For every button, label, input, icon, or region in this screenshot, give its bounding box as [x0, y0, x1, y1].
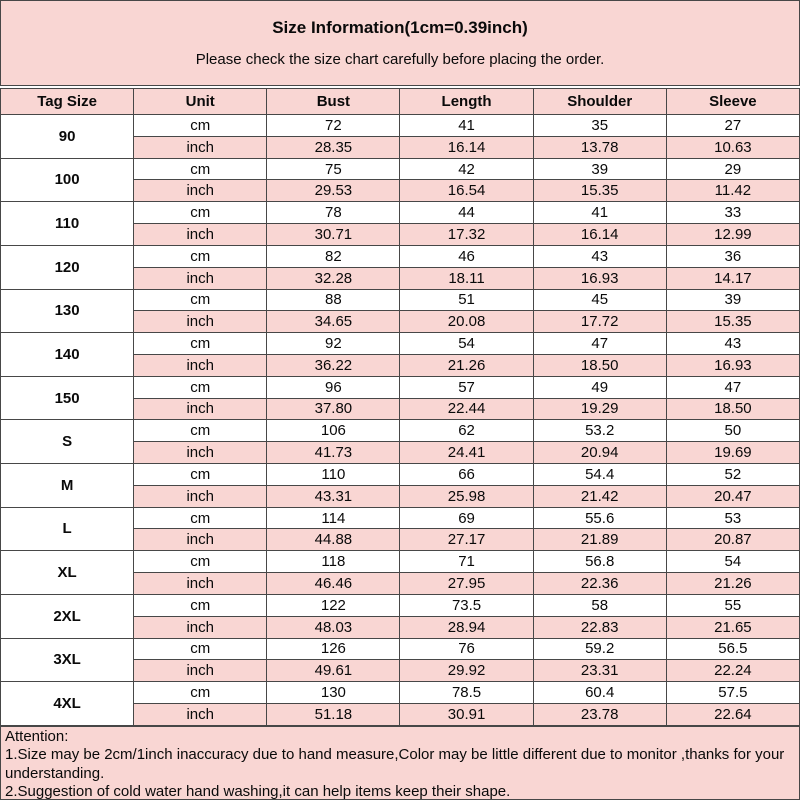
unit-cell-inch: inch [134, 398, 267, 420]
measurement-cell-inch: 18.50 [666, 398, 799, 420]
measurement-cell-inch: 24.41 [400, 442, 533, 464]
measurement-cell-inch: 29.53 [267, 180, 400, 202]
measurement-cell-inch: 32.28 [267, 267, 400, 289]
measurement-cell-inch: 22.24 [666, 660, 799, 682]
measurement-cell-cm: 29 [666, 158, 799, 180]
tag-size-cell: L [1, 507, 134, 551]
measurement-cell-inch: 21.42 [533, 485, 666, 507]
col-header-shoulder: Shoulder [533, 89, 666, 115]
measurement-cell-cm: 56.5 [666, 638, 799, 660]
measurement-cell-inch: 10.63 [666, 136, 799, 158]
measurement-cell-cm: 122 [267, 594, 400, 616]
unit-cell-cm: cm [134, 638, 267, 660]
size-row-cm [1, 289, 800, 311]
measurement-cell-cm: 69 [400, 507, 533, 529]
measurement-cell-inch: 22.64 [666, 703, 799, 725]
measurement-cell-cm: 47 [666, 376, 799, 398]
measurement-cell-inch: 20.47 [666, 485, 799, 507]
measurement-cell-cm: 96 [267, 376, 400, 398]
measurement-cell-cm: 82 [267, 245, 400, 267]
col-header-bust: Bust [267, 89, 400, 115]
measurement-cell-inch: 36.22 [267, 354, 400, 376]
unit-cell-cm: cm [134, 551, 267, 573]
size-row-cm [1, 333, 800, 355]
size-row-cm [1, 464, 800, 486]
size-row-cm [1, 638, 800, 660]
unit-cell-cm: cm [134, 158, 267, 180]
measurement-cell-inch: 49.61 [267, 660, 400, 682]
unit-cell-inch: inch [134, 180, 267, 202]
unit-cell-inch: inch [134, 573, 267, 595]
tag-size-cell: 150 [1, 376, 134, 420]
measurement-cell-cm: 50 [666, 420, 799, 442]
unit-cell-cm: cm [134, 420, 267, 442]
attention-line-1: 1.Size may be 2cm/1inch inaccuracy due to hand measure,Color may be little different due to monitor ,thanks for your understanding. [5, 746, 785, 782]
tag-size-cell: 2XL [1, 594, 134, 638]
measurement-cell-cm: 36 [666, 245, 799, 267]
size-row-cm [1, 202, 800, 224]
measurement-cell-inch: 46.46 [267, 573, 400, 595]
measurement-cell-cm: 39 [666, 289, 799, 311]
unit-cell-cm: cm [134, 376, 267, 398]
measurement-cell-cm: 62 [400, 420, 533, 442]
measurement-cell-cm: 53 [666, 507, 799, 529]
tag-size-cell: 140 [1, 333, 134, 377]
measurement-cell-inch: 21.26 [400, 354, 533, 376]
col-header-length: Length [400, 89, 533, 115]
measurement-cell-inch: 17.72 [533, 311, 666, 333]
measurement-cell-cm: 44 [400, 202, 533, 224]
measurement-cell-cm: 51 [400, 289, 533, 311]
measurement-cell-inch: 22.36 [533, 573, 666, 595]
measurement-cell-inch: 22.44 [400, 398, 533, 420]
unit-cell-inch: inch [134, 224, 267, 246]
unit-cell-cm: cm [134, 682, 267, 704]
tag-size-cell: 120 [1, 245, 134, 289]
measurement-cell-cm: 49 [533, 376, 666, 398]
measurement-cell-inch: 48.03 [267, 616, 400, 638]
unit-cell-cm: cm [134, 115, 267, 137]
unit-cell-cm: cm [134, 289, 267, 311]
measurement-cell-cm: 92 [267, 333, 400, 355]
tag-size-cell: 110 [1, 202, 134, 246]
measurement-cell-inch: 16.54 [400, 180, 533, 202]
unit-cell-inch: inch [134, 267, 267, 289]
measurement-cell-inch: 16.93 [666, 354, 799, 376]
size-table [0, 88, 800, 726]
measurement-cell-cm: 88 [267, 289, 400, 311]
measurement-cell-cm: 110 [267, 464, 400, 486]
measurement-cell-cm: 76 [400, 638, 533, 660]
size-row-cm [1, 115, 800, 137]
measurement-cell-cm: 73.5 [400, 594, 533, 616]
measurement-cell-cm: 130 [267, 682, 400, 704]
unit-cell-inch: inch [134, 529, 267, 551]
measurement-cell-cm: 57 [400, 376, 533, 398]
unit-cell-inch: inch [134, 354, 267, 376]
measurement-cell-cm: 55 [666, 594, 799, 616]
measurement-cell-cm: 71 [400, 551, 533, 573]
unit-cell-cm: cm [134, 464, 267, 486]
size-row-cm [1, 551, 800, 573]
measurement-cell-cm: 33 [666, 202, 799, 224]
measurement-cell-inch: 23.31 [533, 660, 666, 682]
measurement-cell-inch: 18.11 [400, 267, 533, 289]
measurement-cell-inch: 37.80 [267, 398, 400, 420]
measurement-cell-cm: 54 [400, 333, 533, 355]
measurement-cell-cm: 54 [666, 551, 799, 573]
tag-size-cell: 100 [1, 158, 134, 202]
measurement-cell-cm: 118 [267, 551, 400, 573]
measurement-cell-cm: 46 [400, 245, 533, 267]
measurement-cell-inch: 34.65 [267, 311, 400, 333]
measurement-cell-cm: 41 [533, 202, 666, 224]
title-block [0, 0, 800, 86]
measurement-cell-inch: 41.73 [267, 442, 400, 464]
attention-line-2: 2.Suggestion of cold water hand washing,it can help items keep their shape. [5, 783, 511, 800]
size-row-cm [1, 376, 800, 398]
tag-size-cell: 90 [1, 115, 134, 159]
measurement-cell-cm: 78.5 [400, 682, 533, 704]
measurement-cell-cm: 56.8 [533, 551, 666, 573]
unit-cell-inch: inch [134, 311, 267, 333]
measurement-cell-cm: 43 [533, 245, 666, 267]
measurement-cell-inch: 22.83 [533, 616, 666, 638]
unit-cell-inch: inch [134, 485, 267, 507]
header-row [1, 89, 800, 115]
measurement-cell-cm: 55.6 [533, 507, 666, 529]
measurement-cell-cm: 54.4 [533, 464, 666, 486]
unit-cell-inch: inch [134, 442, 267, 464]
measurement-cell-cm: 57.5 [666, 682, 799, 704]
size-row-cm [1, 507, 800, 529]
measurement-cell-inch: 30.71 [267, 224, 400, 246]
measurement-cell-inch: 18.50 [533, 354, 666, 376]
measurement-cell-cm: 75 [267, 158, 400, 180]
measurement-cell-cm: 126 [267, 638, 400, 660]
unit-cell-inch: inch [134, 616, 267, 638]
measurement-cell-inch: 14.17 [666, 267, 799, 289]
unit-cell-cm: cm [134, 594, 267, 616]
unit-cell-inch: inch [134, 660, 267, 682]
unit-cell-cm: cm [134, 507, 267, 529]
measurement-cell-cm: 42 [400, 158, 533, 180]
measurement-cell-inch: 28.35 [267, 136, 400, 158]
col-header-sleeve: Sleeve [666, 89, 799, 115]
measurement-cell-inch: 21.26 [666, 573, 799, 595]
tag-size-cell: 130 [1, 289, 134, 333]
unit-cell-cm: cm [134, 333, 267, 355]
measurement-cell-cm: 66 [400, 464, 533, 486]
attention-heading: Attention: [5, 728, 69, 745]
measurement-cell-inch: 20.87 [666, 529, 799, 551]
measurement-cell-inch: 16.93 [533, 267, 666, 289]
measurement-cell-inch: 15.35 [533, 180, 666, 202]
measurement-cell-inch: 21.89 [533, 529, 666, 551]
measurement-cell-cm: 78 [267, 202, 400, 224]
measurement-cell-cm: 39 [533, 158, 666, 180]
attention-note [0, 726, 800, 800]
measurement-cell-inch: 11.42 [666, 180, 799, 202]
unit-cell-cm: cm [134, 202, 267, 224]
measurement-cell-inch: 17.32 [400, 224, 533, 246]
measurement-cell-inch: 19.29 [533, 398, 666, 420]
measurement-cell-inch: 21.65 [666, 616, 799, 638]
size-row-cm [1, 245, 800, 267]
measurement-cell-inch: 27.17 [400, 529, 533, 551]
measurement-cell-cm: 72 [267, 115, 400, 137]
measurement-cell-inch: 23.78 [533, 703, 666, 725]
measurement-cell-inch: 25.98 [400, 485, 533, 507]
measurement-cell-cm: 43 [666, 333, 799, 355]
measurement-cell-inch: 16.14 [533, 224, 666, 246]
size-row-cm [1, 158, 800, 180]
measurement-cell-inch: 16.14 [400, 136, 533, 158]
measurement-cell-cm: 114 [267, 507, 400, 529]
measurement-cell-cm: 35 [533, 115, 666, 137]
page-title: Size Information(1cm=0.39inch) [272, 18, 528, 37]
unit-cell-cm: cm [134, 245, 267, 267]
size-table-header [1, 89, 800, 115]
measurement-cell-cm: 41 [400, 115, 533, 137]
measurement-cell-cm: 27 [666, 115, 799, 137]
unit-cell-inch: inch [134, 136, 267, 158]
measurement-cell-cm: 45 [533, 289, 666, 311]
size-row-cm [1, 682, 800, 704]
measurement-cell-inch: 15.35 [666, 311, 799, 333]
measurement-cell-cm: 53.2 [533, 420, 666, 442]
measurement-cell-inch: 30.91 [400, 703, 533, 725]
measurement-cell-cm: 52 [666, 464, 799, 486]
measurement-cell-inch: 28.94 [400, 616, 533, 638]
measurement-cell-inch: 12.99 [666, 224, 799, 246]
size-table-body [1, 115, 800, 726]
measurement-cell-inch: 19.69 [666, 442, 799, 464]
tag-size-cell: XL [1, 551, 134, 595]
measurement-cell-cm: 47 [533, 333, 666, 355]
measurement-cell-inch: 27.95 [400, 573, 533, 595]
measurement-cell-inch: 43.31 [267, 485, 400, 507]
measurement-cell-cm: 58 [533, 594, 666, 616]
measurement-cell-cm: 60.4 [533, 682, 666, 704]
measurement-cell-inch: 51.18 [267, 703, 400, 725]
measurement-cell-inch: 20.94 [533, 442, 666, 464]
measurement-cell-cm: 106 [267, 420, 400, 442]
col-header-unit: Unit [134, 89, 267, 115]
size-row-cm [1, 420, 800, 442]
measurement-cell-inch: 29.92 [400, 660, 533, 682]
tag-size-cell: M [1, 464, 134, 508]
measurement-cell-inch: 13.78 [533, 136, 666, 158]
tag-size-cell: 4XL [1, 682, 134, 726]
unit-cell-inch: inch [134, 703, 267, 725]
measurement-cell-inch: 20.08 [400, 311, 533, 333]
tag-size-cell: S [1, 420, 134, 464]
col-header-tag-size: Tag Size [1, 89, 134, 115]
page-subtitle: Please check the size chart carefully before placing the order. [195, 51, 605, 68]
tag-size-cell: 3XL [1, 638, 134, 682]
measurement-cell-cm: 59.2 [533, 638, 666, 660]
size-row-cm [1, 594, 800, 616]
measurement-cell-inch: 44.88 [267, 529, 400, 551]
